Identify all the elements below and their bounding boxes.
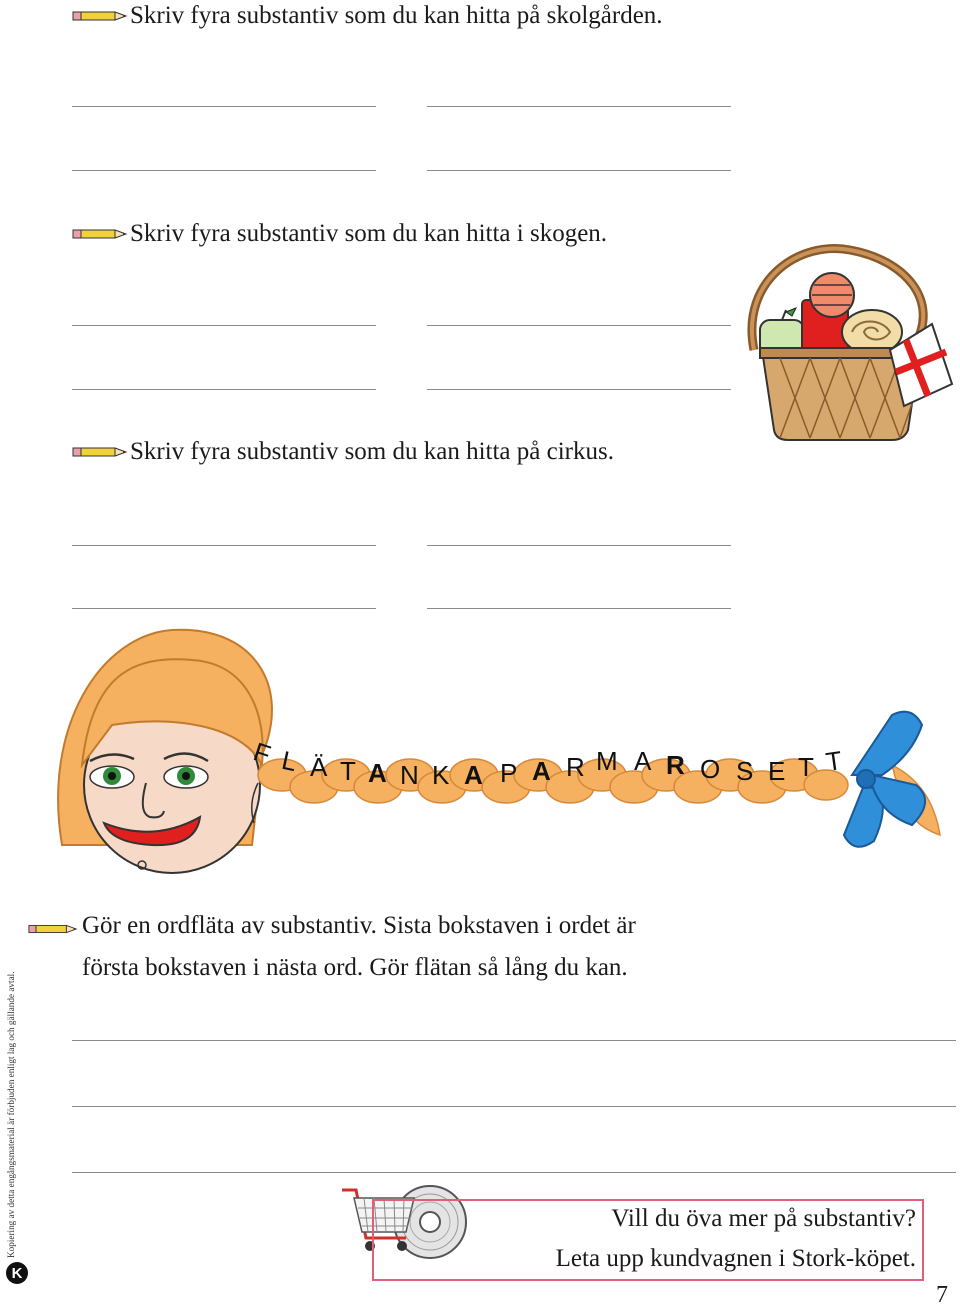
answer-line[interactable] [72,325,376,326]
copyright-note: Kopiering av detta engångsmaterial är förbjuden enligt lag och gällande avtal. [6,971,16,1258]
braid-letter: A [532,756,551,786]
pencil-icon [72,445,128,459]
answer-line[interactable] [72,170,376,171]
braid-letter: T [823,745,844,777]
publisher-badge: K [6,1262,28,1284]
answer-line[interactable] [427,170,731,171]
braid-letter: M [596,746,618,776]
braid-letter: S [736,756,754,786]
braid-letter: R [566,752,585,782]
braid-letter: L [279,744,300,778]
answer-line[interactable] [72,389,376,390]
task-3-text: Skriv fyra substantiv som du kan hitta på cirkus. [130,438,614,465]
braid-letter: R [666,750,685,780]
braid-letter: K [432,760,450,790]
task-3 [72,438,614,466]
braid-letter: E [768,756,786,786]
answer-line[interactable] [427,325,731,326]
braid-letter: A [464,760,483,790]
pencil-icon [72,9,128,23]
braid-letter: Ä [310,752,328,782]
answer-line[interactable] [427,545,731,546]
task-4-text-line1: Gör en ordfläta av substantiv. Sista bokstaven i ordet är [82,912,636,939]
braid-letter: F [249,736,275,770]
answer-line[interactable] [72,608,376,609]
pencil-icon [72,227,128,241]
braid-letter: A [368,758,387,788]
info-box-line1: Vill du öva mer på substantiv? [611,1205,916,1232]
answer-line[interactable] [427,389,731,390]
braid-letter: A [634,746,652,776]
task-1-text: Skriv fyra substantiv som du kan hitta på skolgården. [130,2,663,29]
task-2 [72,220,607,248]
braid-letter: P [500,758,518,788]
braid-word [249,736,852,798]
braid-letter: T [798,752,814,782]
braid-letter: T [340,756,356,786]
answer-line[interactable] [427,106,731,107]
info-box-line2: Leta upp kundvagnen i Stork-köpet. [555,1245,916,1272]
braid-letter: O [700,754,721,784]
answer-line[interactable] [72,545,376,546]
answer-line[interactable] [427,608,731,609]
page-number: 7 [936,1282,948,1308]
picnic-basket-illustration [740,240,955,450]
task-4-text-line2: första bokstaven i nästa ord. Gör flätan så lång du kan. [82,954,628,981]
task-2-text: Skriv fyra substantiv som du kan hitta i skogen. [130,220,608,247]
answer-line[interactable] [72,1172,956,1173]
task-1 [72,2,663,30]
answer-line[interactable] [72,106,376,107]
braid-letter: N [400,760,419,790]
info-box [372,1199,924,1281]
answer-line[interactable] [72,1040,956,1041]
answer-line[interactable] [72,1106,956,1107]
pencil-icon [28,922,78,936]
